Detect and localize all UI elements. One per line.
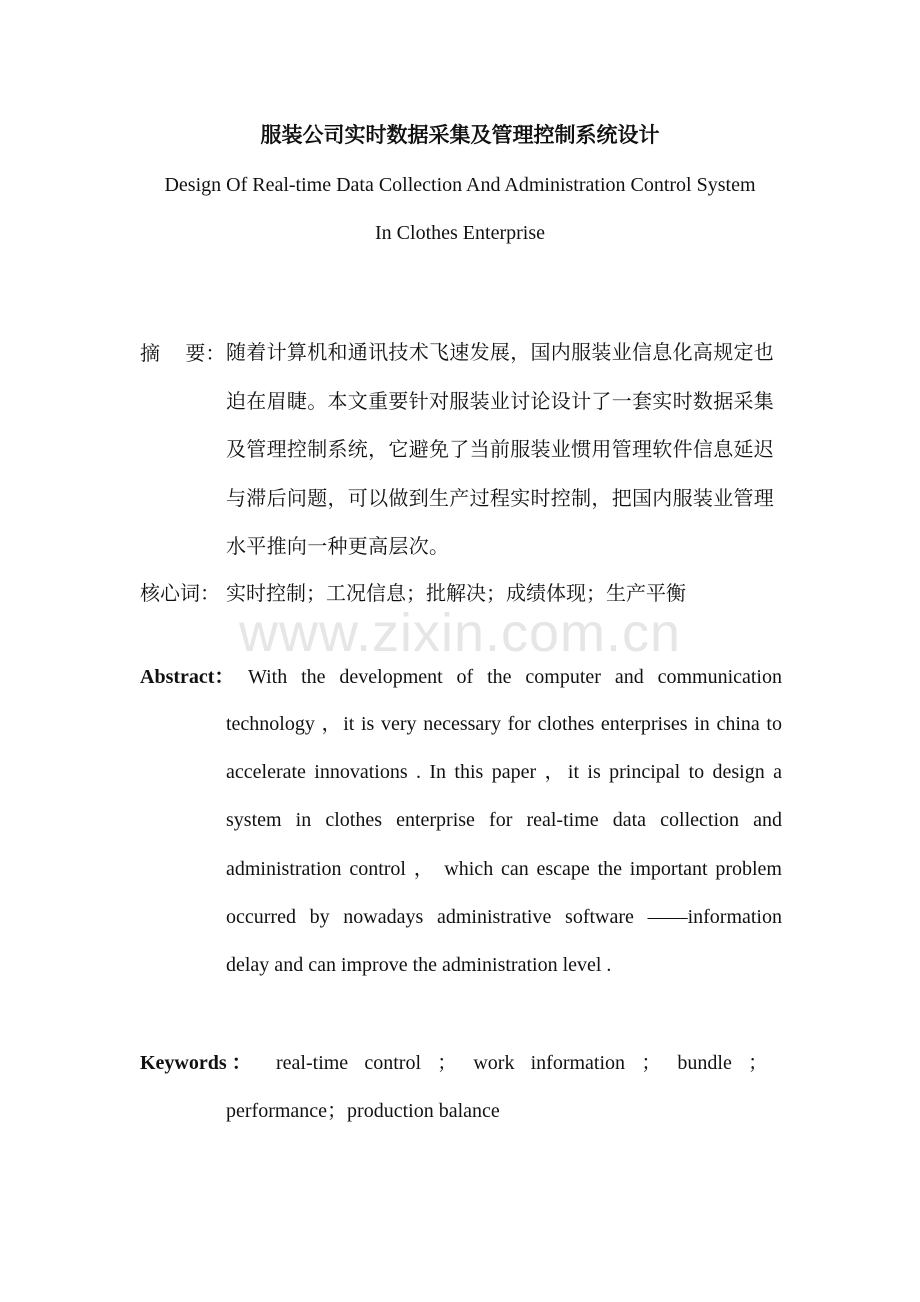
title-chinese: 服装公司实时数据采集及管理控制系统设计 — [260, 122, 660, 147]
abstract-en-label: Abstract： — [140, 666, 235, 688]
watermark: www.zixin.com.cn — [238, 603, 682, 663]
keywords-en-line2: performance；production balance — [226, 1100, 500, 1122]
abstract-cn-label: 摘 要： — [140, 341, 226, 365]
keywords-en-line1: real-time control ； work information ； bundle ； — [276, 1052, 768, 1074]
abstract-en-text: technology ，it is very necessary for clothes enterprises in china to accelerate innovations . In this paper ，it is principal to design a system in clothes enterprise for real-time data collection and administration control ， which can escape the important problem occurred by nowadays administrative software ——information delay and can improve the administration level . — [226, 713, 782, 977]
abstract-cn-text: 随着计算机和通讯技术飞速发展，国内服装业信息化高规定也迫在眉睫。本文重要针对服装业讨论设计了一套实时数据采集及管理控制系统，它避免了当前服装业惯用管理软件信息延迟与滞后问题，可以做到生产过程实时控制，把国内服装业管理水平推向一种更高层次。 — [226, 340, 775, 558]
keywords-en-label: Keywords ： — [140, 1052, 252, 1074]
title-english-line1: Design Of Real-time Data Collection And Administration Control System — [164, 174, 756, 196]
keywords-cn-label: 核心词： — [140, 581, 220, 605]
keywords-cn-text: 实时控制；工况信息；批解决；成绩体现；生产平衡 — [226, 581, 686, 605]
title-english-line2: In Clothes Enterprise — [375, 222, 545, 244]
abstract-en-first-line: With the development of the computer and communication — [248, 666, 782, 688]
